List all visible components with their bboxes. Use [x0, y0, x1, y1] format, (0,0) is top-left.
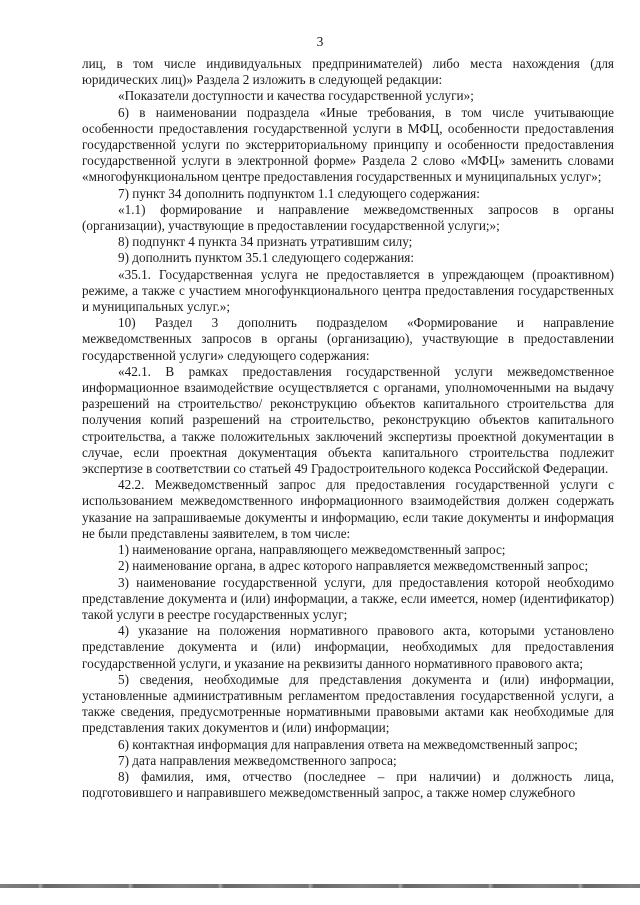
paragraph: 8) фамилия, имя, отчество (последнее – при наличии) и должность лица, подготовившего и направившего межведомственный запрос, а также номер служебного — [82, 768, 614, 801]
paragraph: «Показатели доступности и качества государственной услуги»; — [118, 88, 474, 104]
paragraph: 5) сведения, необходимые для представления документа и (или) информации, установленные административным регламентом предоставления государственной услуги, а также сведения, предусмотренные нормативными правовыми актами как необходимые для представления таких документов и (или) информации; — [82, 671, 614, 736]
paragraph: 9) дополнить пунктом 35.1 следующего содержания: — [118, 250, 415, 266]
paragraph: 7) дата направления межведомственного запроса; — [118, 752, 397, 768]
paragraph: «1.1) формирование и направление межведомственных запросов в органы (организации), участвующие в предоставлении государственной услуги;»; — [82, 201, 614, 234]
paragraph: 4) указание на положения нормативного правового акта, которыми установлено представление документа и (или) информации, необходимых для предоставления государственной услуги, и указание на реквизиты данного нормативного правового акта; — [82, 623, 614, 671]
document-body — [82, 56, 614, 801]
paragraph: 8) подпункт 4 пункта 34 признать утратившим силу; — [118, 234, 413, 250]
paragraph: 10) Раздел 3 дополнить подразделом «Формирование и направление межведомственных запросов в органы (организацию), участвующие в предоставлении государственной услуги» следующего содержания: — [82, 315, 614, 363]
paragraph: 6) контактная информация для направления ответа на межведомственный запрос; — [118, 736, 578, 752]
paragraph: «35.1. Государственная услуга не предоставляется в упреждающем (проактивном) режиме, а также с участием многофункционального центра предоставления государственных и муниципальных услуг.»; — [82, 266, 614, 315]
paragraph: 6) в наименовании подраздела «Иные требования, в том числе учитывающие особенности предоставления государственной услуги в МФЦ, особенности предоставления государственной услуги по экстерриториальному принципу и особенности предоставления государственной услуги в электронной форме» Раздела 2 слово «МФЦ» заменить словами «многофункциональном центре предоставления государственных и муниципальных услуг»; — [82, 104, 614, 185]
paragraph: 3) наименование государственной услуги, для предоставления которой необходимо представление документа и (или) информации, а также, если имеется, номер (идентификатор) такой услуги в реестре государственных услуг; — [82, 574, 614, 622]
scan-bottom-edge — [0, 884, 640, 888]
paragraph: лиц, в том числе индивидуальных предпринимателей) либо места нахождения (для юридических лиц)» Раздела 2 изложить в следующей редакции: — [82, 56, 614, 88]
paragraph: 7) пункт 34 дополнить подпунктом 1.1 следующего содержания: — [118, 185, 480, 201]
paragraph: 1) наименование органа, направляющего межведомственный запрос; — [118, 542, 506, 558]
paragraph: 2) наименование органа, в адрес которого направляется межведомственный запрос; — [118, 558, 589, 574]
paragraph: «42.1. В рамках предоставления государственной услуги межведомственное информационное взаимодействие осуществляется с органами, уполномоченными на выдачу разрешений на строительство/ реконструкцию объектов капитального строительства для получения копий разрешений на строительство, реконструкцию объектов капитального строительства, а также положительных заключений экспертизы проектной документации в случае, если проектная документация объекта капитального строительства подлежит экспертизе в соответствии со статьей 49 Градостроительного кодекса Российской Федерации. — [82, 363, 614, 477]
page-number: 3 — [316, 34, 324, 49]
paragraph: 42.2. Межведомственный запрос для предоставления государственной услуги с использованием межведомственного информационного взаимодействия должен содержать указание на запрашиваемые документы и информацию, если такие документы и информация не были представлены заявителем, в том числе: — [82, 477, 614, 541]
